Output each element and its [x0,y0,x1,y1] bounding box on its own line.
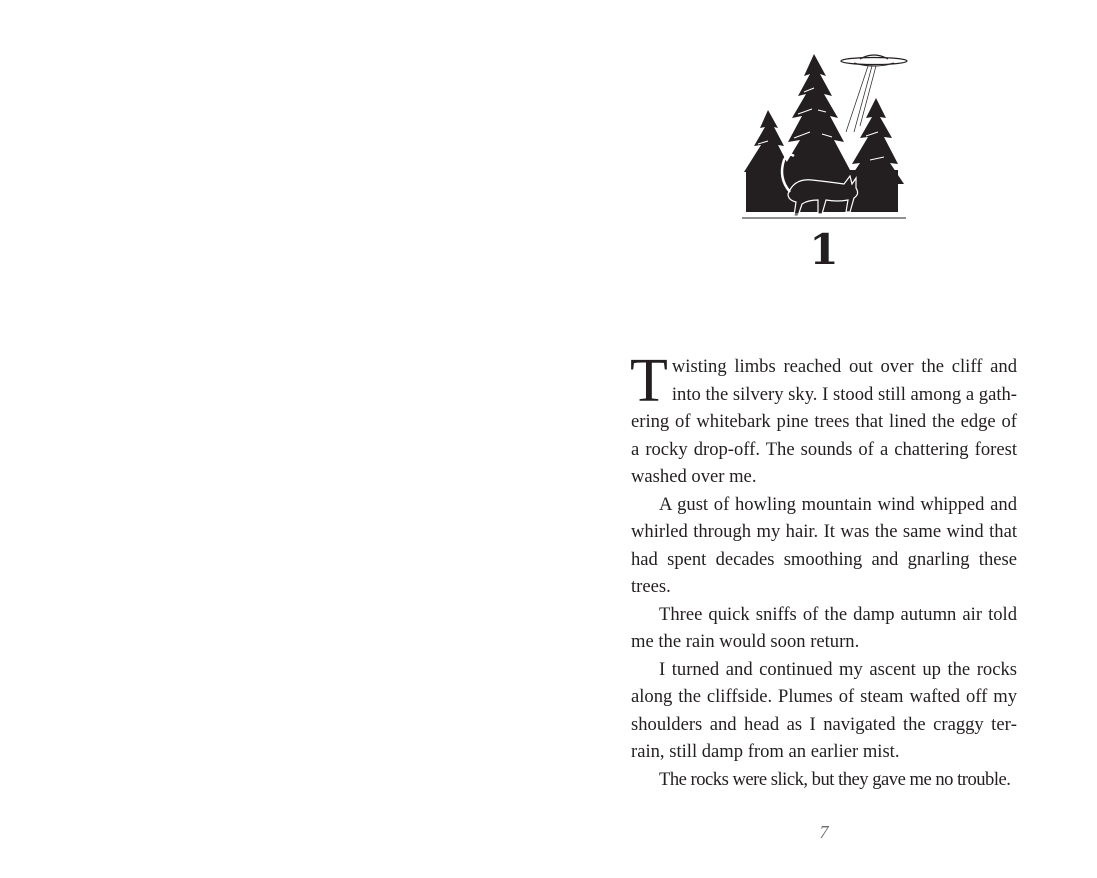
chapter-body-text [630,347,1017,793]
paragraph-4: I turned and continued my ascent up the rocks along the cliffside. Plumes of steam wafted off my shoulders and head as I navigated the craggy terrain, still damp from an earlier mist. [631,658,1017,762]
paragraph-2: A gust of howling mountain wind whipped and whirled through my hair. It was the same wind that had spent decades smoothing and gnarling these trees. [631,493,1017,597]
chapter-number: 1 [809,225,839,274]
drop-cap: T [630,347,668,415]
paragraph-5: The rocks were slick, but they gave me no trouble. [659,768,1011,790]
pine-trees-cat-ufo-illustration [738,52,910,224]
paragraph-1 [630,347,1017,491]
paragraph-1-text: wisting limbs reached out over the cliff and into the silvery sky. I stood still among a gathering of whitebark pine trees that lined the edge of a rocky drop-off. The sounds of a chattering forest washed over me. [631,356,1017,487]
paragraph-3: Three quick sniffs of the damp autumn air told me the rain would soon return. [631,603,1017,652]
page-number: 7 [819,822,829,842]
left-page-blank [0,0,548,878]
